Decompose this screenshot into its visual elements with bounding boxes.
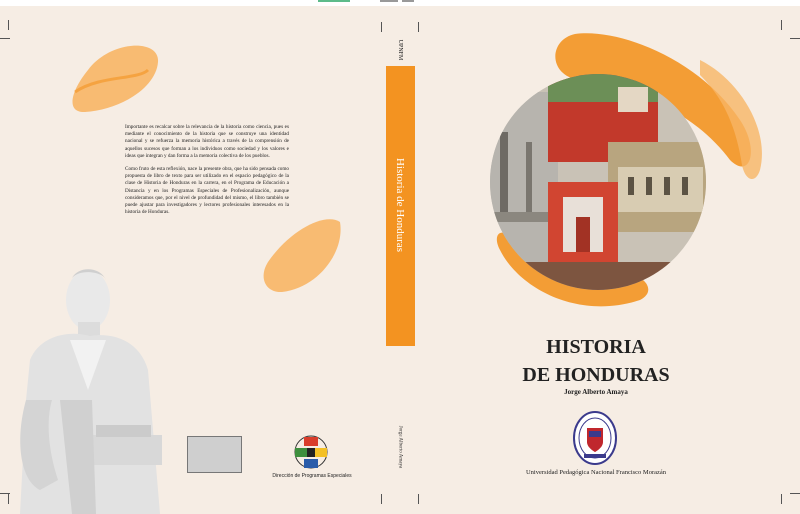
spine-title: Historia de Honduras	[394, 157, 406, 253]
barcode-placeholder	[187, 436, 242, 473]
front-title-line-2: DE HONDURAS	[522, 364, 670, 386]
synopsis-paragraph-2: Como fruto de esta reflexión, nace la presente obra, que ha sido pensada como propuesta de libro de texto para ser utilizado en el espacio pedagógico de la clase de Historia de Honduras en la carrera, en el Programa de Educación a Distancia y en los Programas Especiales de Profesionalización, aunque consideramos que, por el nivel de profundidad del mismo, el libro también se puede ajustar para investigadores y lectores profesionales interesados en la historia de Honduras.	[125, 166, 289, 216]
spine-author: Jorge Alberto Amaya	[397, 425, 403, 469]
university-name: Universidad Pedagógica Nacional Francisco Morazán	[525, 469, 667, 476]
programas-especiales-logo-icon	[291, 433, 331, 471]
front-title-line-1: HISTORIA	[546, 336, 646, 358]
synopsis-paragraph-1: Importante es recalcar sobre la relevancia de la historia como ciencia, pues es mediante el conocimiento de la historia que se construye una identidad nacional y se refuerza la memoria histórica a través de la comprensión de aquellos sucesos que forman a los individuos como sociedad y los valores e ideas que integran y dan forma a la memoria colectiva de los pueblos.	[125, 124, 289, 159]
spine-publisher-code: UPNFM	[397, 39, 403, 61]
university-seal-icon	[572, 410, 618, 466]
statue-photo	[0, 250, 170, 514]
orange-petal-middle	[264, 219, 341, 292]
department-name: Dirección de Programas Especiales	[272, 473, 352, 479]
historic-photo-collage	[488, 72, 708, 292]
front-author: Jorge Alberto Amaya	[564, 388, 628, 396]
back-cover-synopsis	[125, 124, 289, 222]
photo-street-scene	[488, 92, 558, 262]
